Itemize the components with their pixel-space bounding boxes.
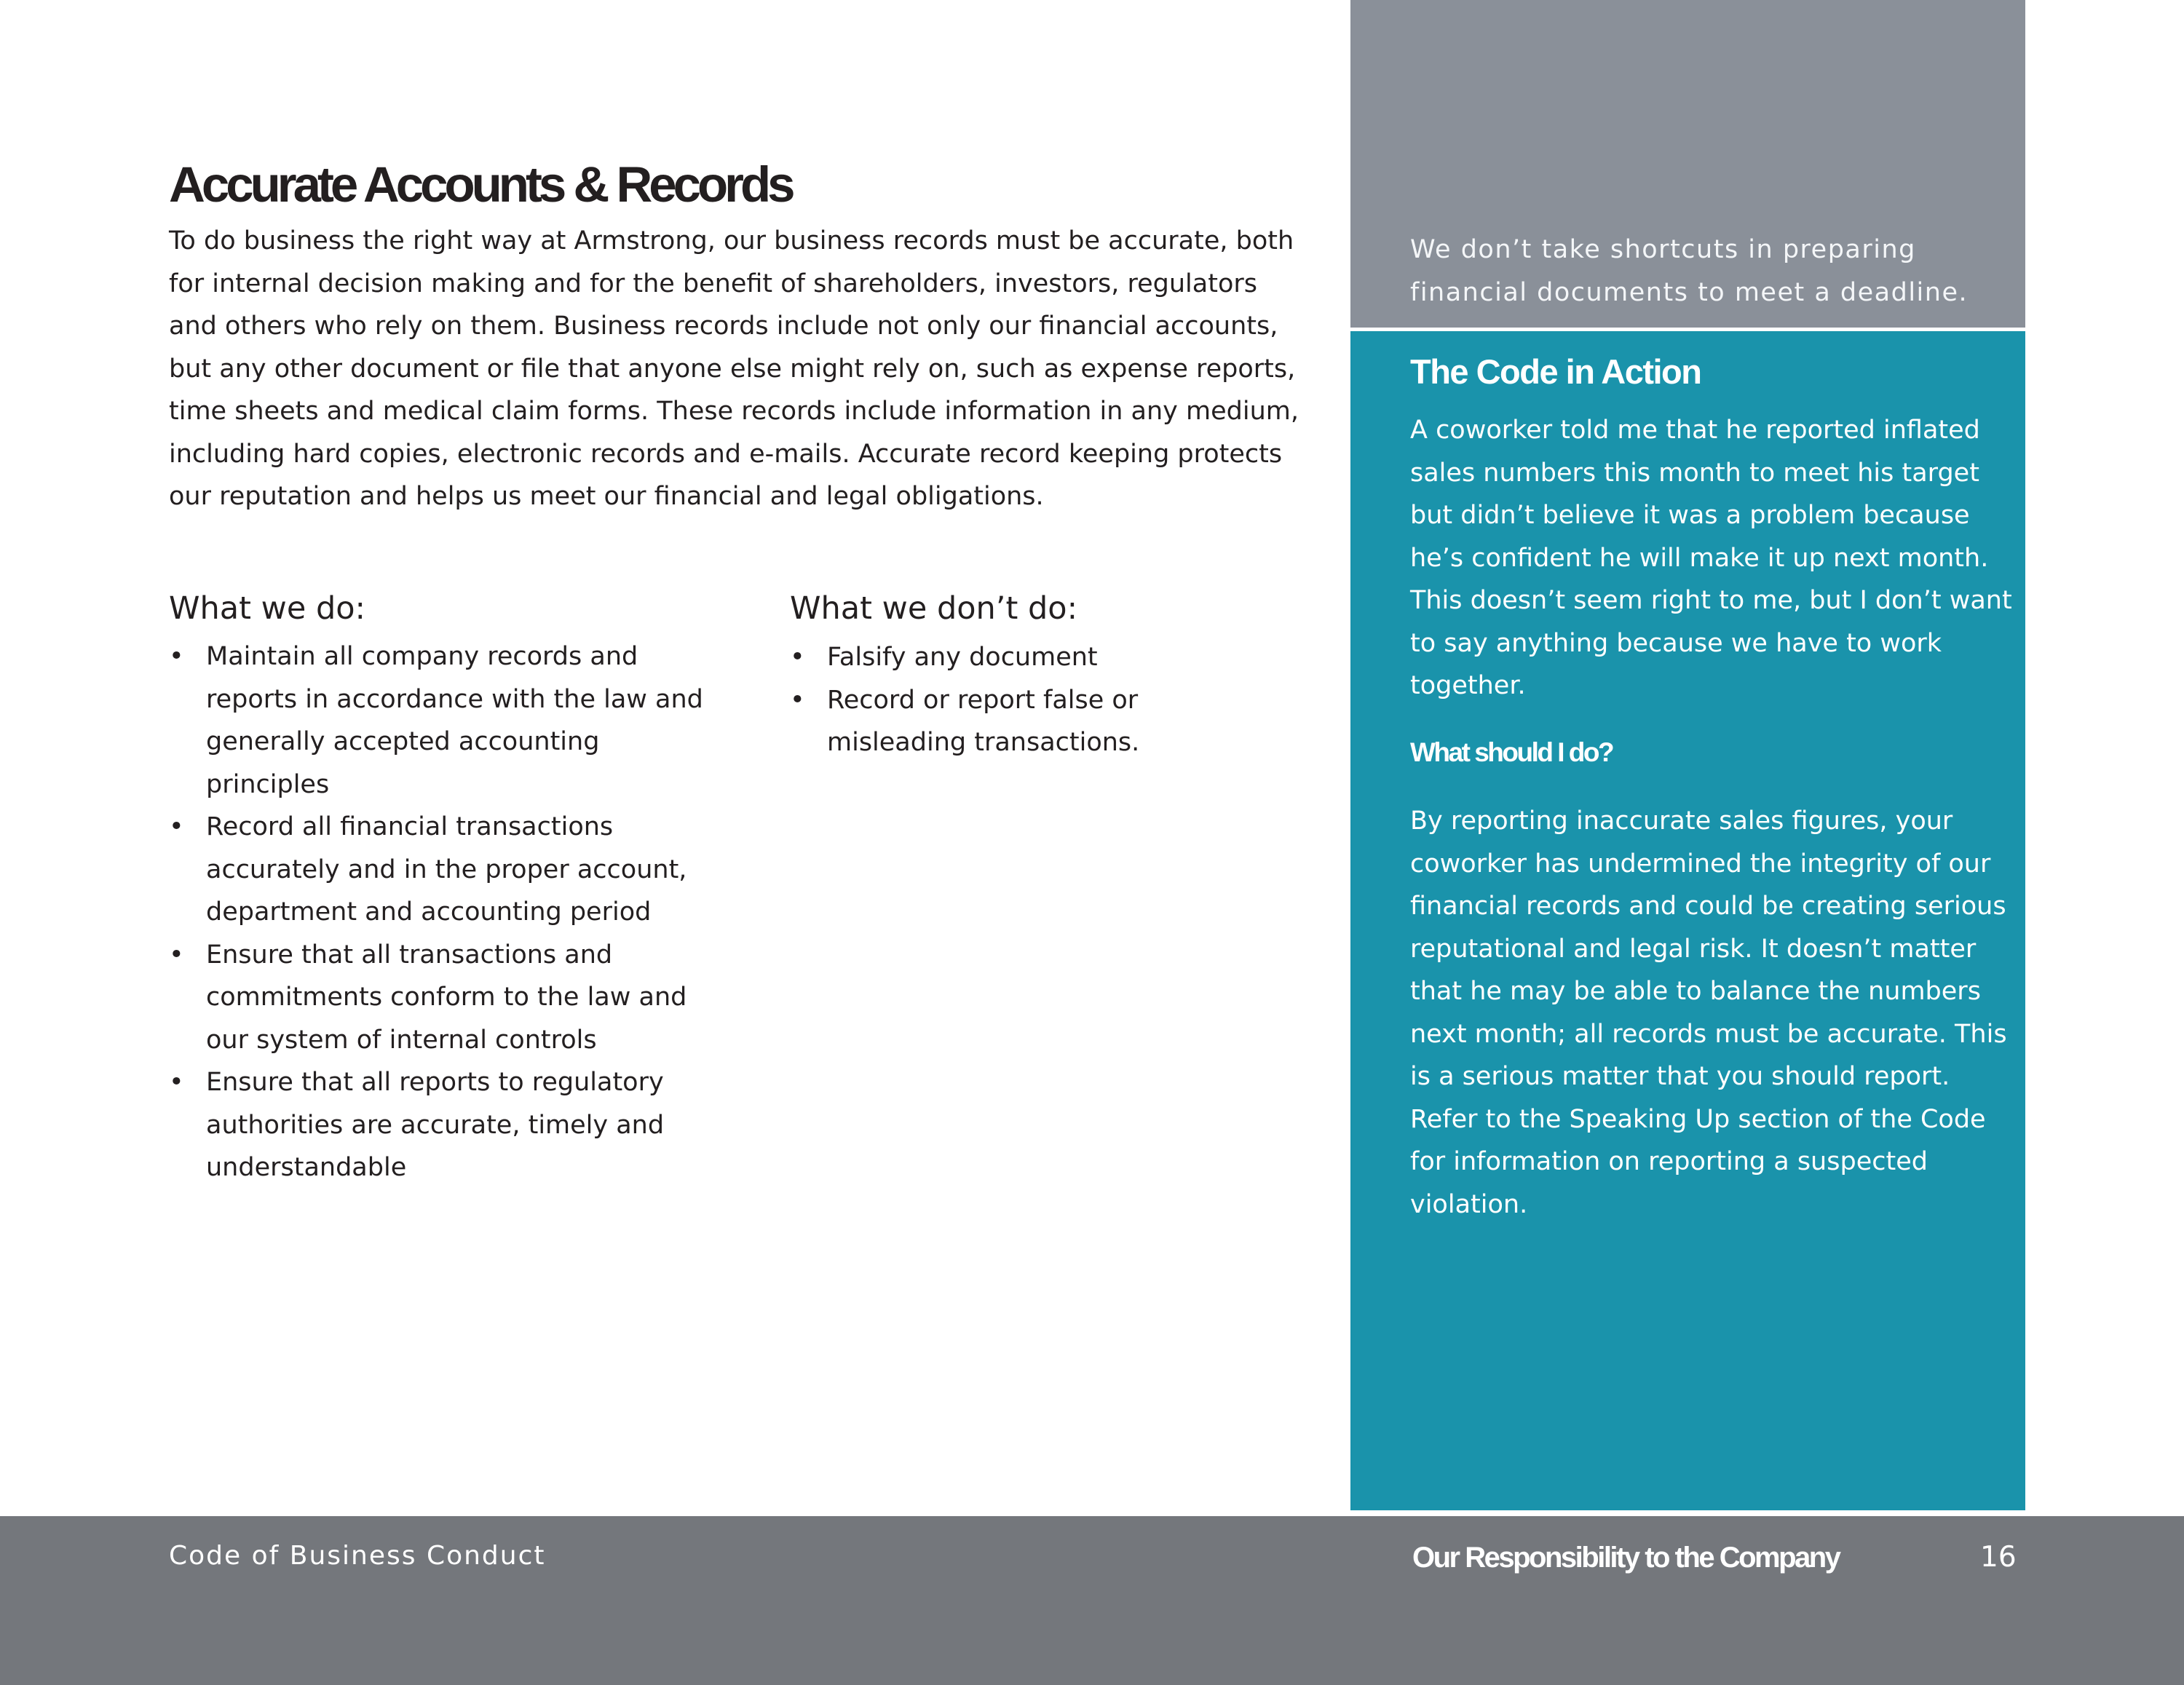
answer-text: By reporting inaccurate sales figures, your coworker has undermined the integrity of our financial records and could be creating serious reputational and legal risk. It doesn’t matter that he may be able to balance the numbers next month; all records must be accurate. This is a serious matter that you should report. Refer to the Speaking Up section of the Code for information on reporting a suspected violation. [1410,806,2007,1219]
list-item: • Ensure that all reports to regulatory authorities are accurate, timely and understandable [169,1061,708,1189]
footer-section-title: Our Responsibility to the Company [1412,1542,1840,1574]
what-we-do-list [169,635,708,1189]
list-item: • Ensure that all transactions and commitments conform to the law and our system of internal controls [169,934,708,1062]
question-heading: What should I do? [1410,737,1613,767]
page-number: 16 [1980,1541,2017,1574]
list-item: • Record all financial transactions accurately and in the proper account, department and accounting period [169,806,708,934]
what-we-dont-do-list [790,636,1198,764]
scenario-text: A coworker told me that he reported inflated sales numbers this month to meet his target but didn’t believe it was a problem because he’s confident he will make it up next month. This doesn’t seem right to me, but I don’t want to say anything because we have to work together. [1410,416,2012,700]
what-we-do-heading: What we do: [169,590,366,627]
list-item: • Record or report false or misleading transactions. [790,679,1198,764]
intro-paragraph: To do business the right way at Armstrong, our business records must be accurate, both for internal decision making and for the benefit of shareholders, investors, regulators and others who rely on them. Business records include not only our financial accounts, but any other document or file that anyone else might rely on, such as expense reports, time sheets and medical claim forms. These records include information in any medium, including hard copies, electronic records and e-mails. Accurate record keeping protects our reputation and helps us meet our financial and legal obligations. [169,226,1299,511]
list-item: • Falsify any document [790,636,1198,679]
footer-document-title: Code of Business Conduct [169,1541,546,1571]
sidebar-quote: We don’t take shortcuts in preparing financial documents to meet a deadline. [1410,235,1969,307]
page-title: Accurate Accounts & Records [169,156,792,213]
list-item: • Maintain all company records and reports in accordance with the law and generally accepted accounting principles [169,635,708,806]
what-we-dont-do-heading: What we don’t do: [790,590,1078,627]
code-in-action-heading: The Code in Action [1410,352,1701,391]
